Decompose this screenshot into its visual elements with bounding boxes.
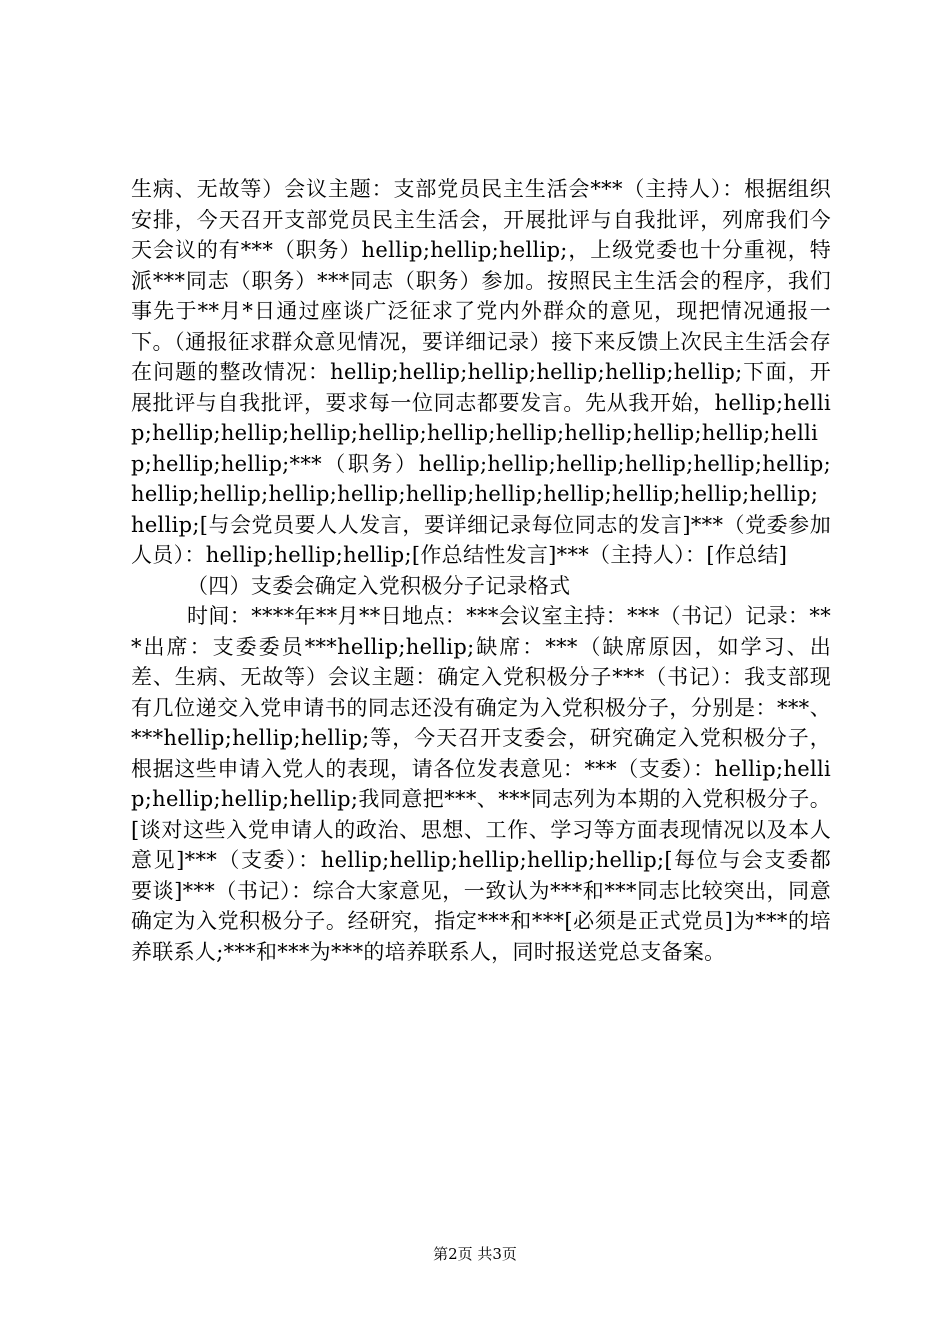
section-heading-activist-format: （四）支委会确定入党积极分子记录格式 [187,573,571,598]
document-body [131,174,831,967]
paragraph-meeting-record-continuation: 生病、无故等）会议主题：支部党员民主生活会***（主持人）：根据组织安排，今天召开支部党员民主生活会，开展批评与自我批评，列席我们今天会议的有***（职务）hellip;hellip;hellip;，上级党委也十分重视，特派***同志（职务）***同志（职务）参加。按照民主生活会的程序，我们事先于**月*日通过座谈广泛征求了党内外群众的意见，现把情况通报一下。（通报征求群众意见情况，要详细记录）接下来反馈上次民主生活会存在问题的整改情况：hellip;hellip;hellip;hellip;hellip;hellip;下面，开展批评与自我批评，要求每一位同志都要发言。先从我开始，hellip;hellip;hellip;hellip;hellip;hellip;hellip;hellip;hellip;hellip;hellip;hellip;hellip;hellip;***（职务）hellip;hellip;hellip;hellip;hellip;hellip;hellip;hellip;hellip;hellip;hellip;hellip;hellip;hellip;hellip;hellip;hellip;[与会党员要人人发言，要详细记录每位同志的发言]***（党委参加人员）：hellip;hellip;hellip;[作总结性发言]***（主持人）：[作总结] [131,177,831,567]
paragraph-committee-meeting-record: 时间：****年**月**日地点：***会议室主持：***（书记）记录：***出席：支委委员***hellip;hellip;缺席：***（缺席原因，如学习、出差、生病、无故等）会议主题：确定入党积极分子***（书记）：我支部现有几位递交入党申请书的同志还没有确定为入党积极分子，分别是：***、***hellip;hellip;hellip;等，今天召开支委会，研究确定入党积极分子，根据这些申请入党人的表现，请各位发表意见：***（支委）：hellip;hellip;hellip;hellip;hellip;我同意把***、***同志列为本期的入党积极分子。[谈对这些入党申请人的政治、思想、工作、学习等方面表现情况以及本人意见]***（支委）：hellip;hellip;hellip;hellip;hellip;[每位与会支委都要谈]***（书记）：综合大家意见，一致认为***和***同志比较突出，同意确定为入党积极分子。经研究，指定***和***[必须是正式党员]为***的培养联系人;***和***为***的培养联系人，同时报送党总支备案。 [131,604,831,964]
page-footer: 第2页 共3页 [433,1245,517,1263]
